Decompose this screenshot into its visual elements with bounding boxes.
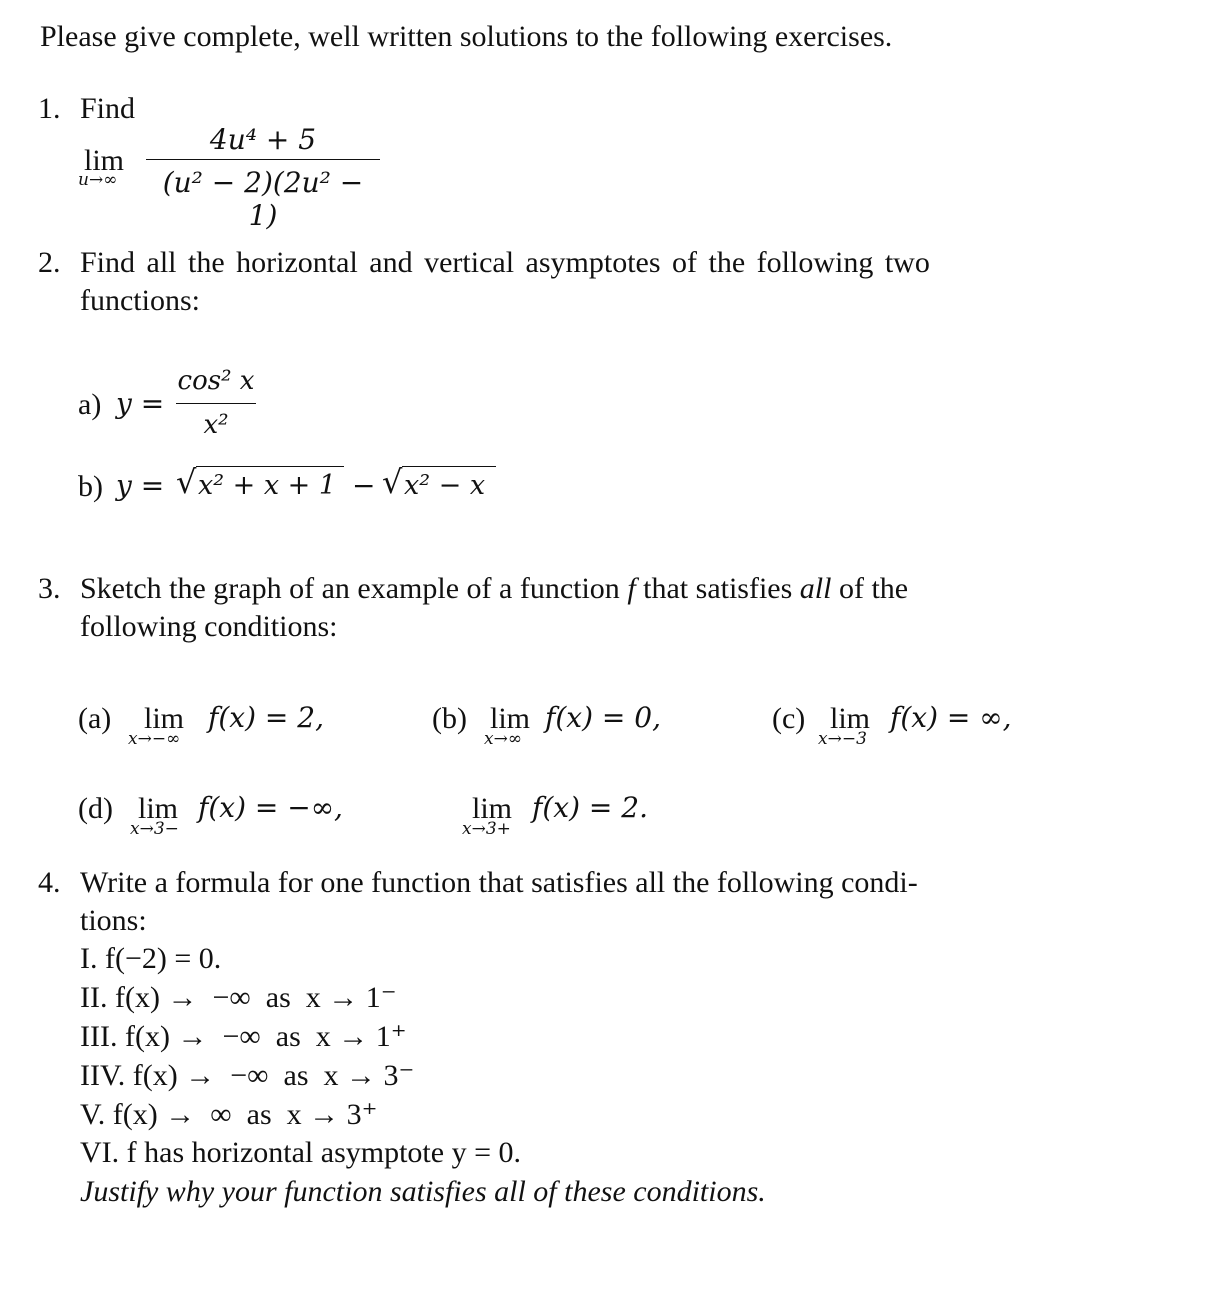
problem3-c-subscript: x→−3 [818, 729, 867, 749]
problem4-condition-1: I. f(−2) = 0. [80, 942, 222, 975]
problem3-d-lim: lim [138, 792, 179, 825]
problem3-line1-f: f [627, 572, 636, 605]
problem2-a-lhs: y = [116, 387, 165, 420]
problem3-a-label: (a) [78, 702, 112, 735]
problem2-line1: Find all the horizontal and vertical asymptotes of the following two [80, 246, 930, 279]
problem3-b-expr: f(x) = 0, [545, 701, 661, 734]
problem3-line1-mid: that satisfies [643, 572, 793, 605]
problem4-condition-5: V. f(x) → ∞ as x → 3⁺ [80, 1098, 378, 1131]
problem4-condition-2: II. f(x) → −∞ as x → 1⁻ [80, 981, 397, 1014]
problem3-line2: following conditions: [80, 610, 338, 643]
problem4-condition-4: IIV. f(x) → −∞ as x → 3⁻ [80, 1059, 415, 1092]
problem4-number: 4. [38, 866, 61, 899]
problem2-a-label: a) [78, 388, 102, 421]
problem2-b-lhs: y = [116, 469, 165, 502]
problem3-b-lim: lim [490, 702, 531, 735]
problem3-line1 [80, 574, 908, 604]
problem1-numerator: 4u⁴ + 5 [209, 123, 317, 156]
problem3-b-label: (b) [432, 702, 467, 735]
problem3-a-expr: f(x) = 2, [208, 701, 324, 734]
problem1-denominator: (u² − 2)(2u² − 1) [162, 166, 364, 232]
sqrt-icon: √ [176, 463, 197, 501]
problem3-a-subscript: x→−∞ [128, 729, 181, 749]
problem2-b-radicand1: x² + x + 1 [198, 470, 337, 501]
problem3-e-subscript: x→3+ [462, 819, 511, 839]
problem3-e-expr: f(x) = 2. [532, 791, 648, 824]
problem3-line1-post: of the [838, 572, 909, 605]
problem2-number: 2. [38, 246, 61, 279]
problem3-d-label: (d) [78, 792, 113, 825]
problem1-lim-subscript: u→∞ [78, 170, 118, 190]
problem3-a-lim: lim [144, 702, 185, 735]
problem2-b-minus: − [352, 469, 376, 502]
problem2-b-radical1-bar [196, 466, 344, 467]
problem4-condition-6: VI. f has horizontal asymptote y = 0. [80, 1136, 521, 1169]
problem4-condition-3: III. f(x) → −∞ as x → 1⁺ [80, 1020, 407, 1053]
problem4-line2: tions: [80, 904, 147, 937]
problem3-line1-pre: Sketch the graph of an example of a function [80, 572, 620, 605]
problem2-b-radical2-bar [402, 466, 496, 467]
problem1-fraction-bar [146, 159, 380, 160]
problem3-d-subscript: x→3− [130, 819, 179, 839]
problem4-justify: Justify why your function satisfies all of these conditions. [80, 1175, 766, 1208]
problem3-c-label: (c) [772, 702, 806, 735]
problem3-c-expr: f(x) = ∞, [890, 701, 1012, 734]
instruction-text: Please give complete, well written solutions to the following exercises. [40, 20, 893, 53]
problem3-c-lim: lim [830, 702, 871, 735]
problem2-a-denominator: x² [203, 410, 229, 440]
problem4-line1: Write a formula for one function that satisfies all the following condi- [80, 866, 918, 899]
sqrt-icon: √ [382, 463, 403, 501]
problem3-b-subscript: x→∞ [484, 729, 522, 749]
problem3-d-expr: f(x) = −∞, [198, 791, 343, 824]
problem3-e-lim: lim [472, 792, 513, 825]
problem1-number: 1. [38, 92, 61, 125]
problem2-b-radicand2: x² − x [404, 470, 486, 501]
problem3-line1-all: all [799, 572, 832, 605]
problem1-lim: lim [84, 144, 125, 177]
problem2-a-fraction-bar [176, 403, 256, 404]
problem1-lead: Find [80, 92, 136, 125]
problem2-b-label: b) [78, 470, 103, 503]
problem3-number: 3. [38, 572, 61, 605]
problem2-line2: functions: [80, 284, 200, 317]
problem2-a-numerator: cos² x [177, 366, 255, 396]
